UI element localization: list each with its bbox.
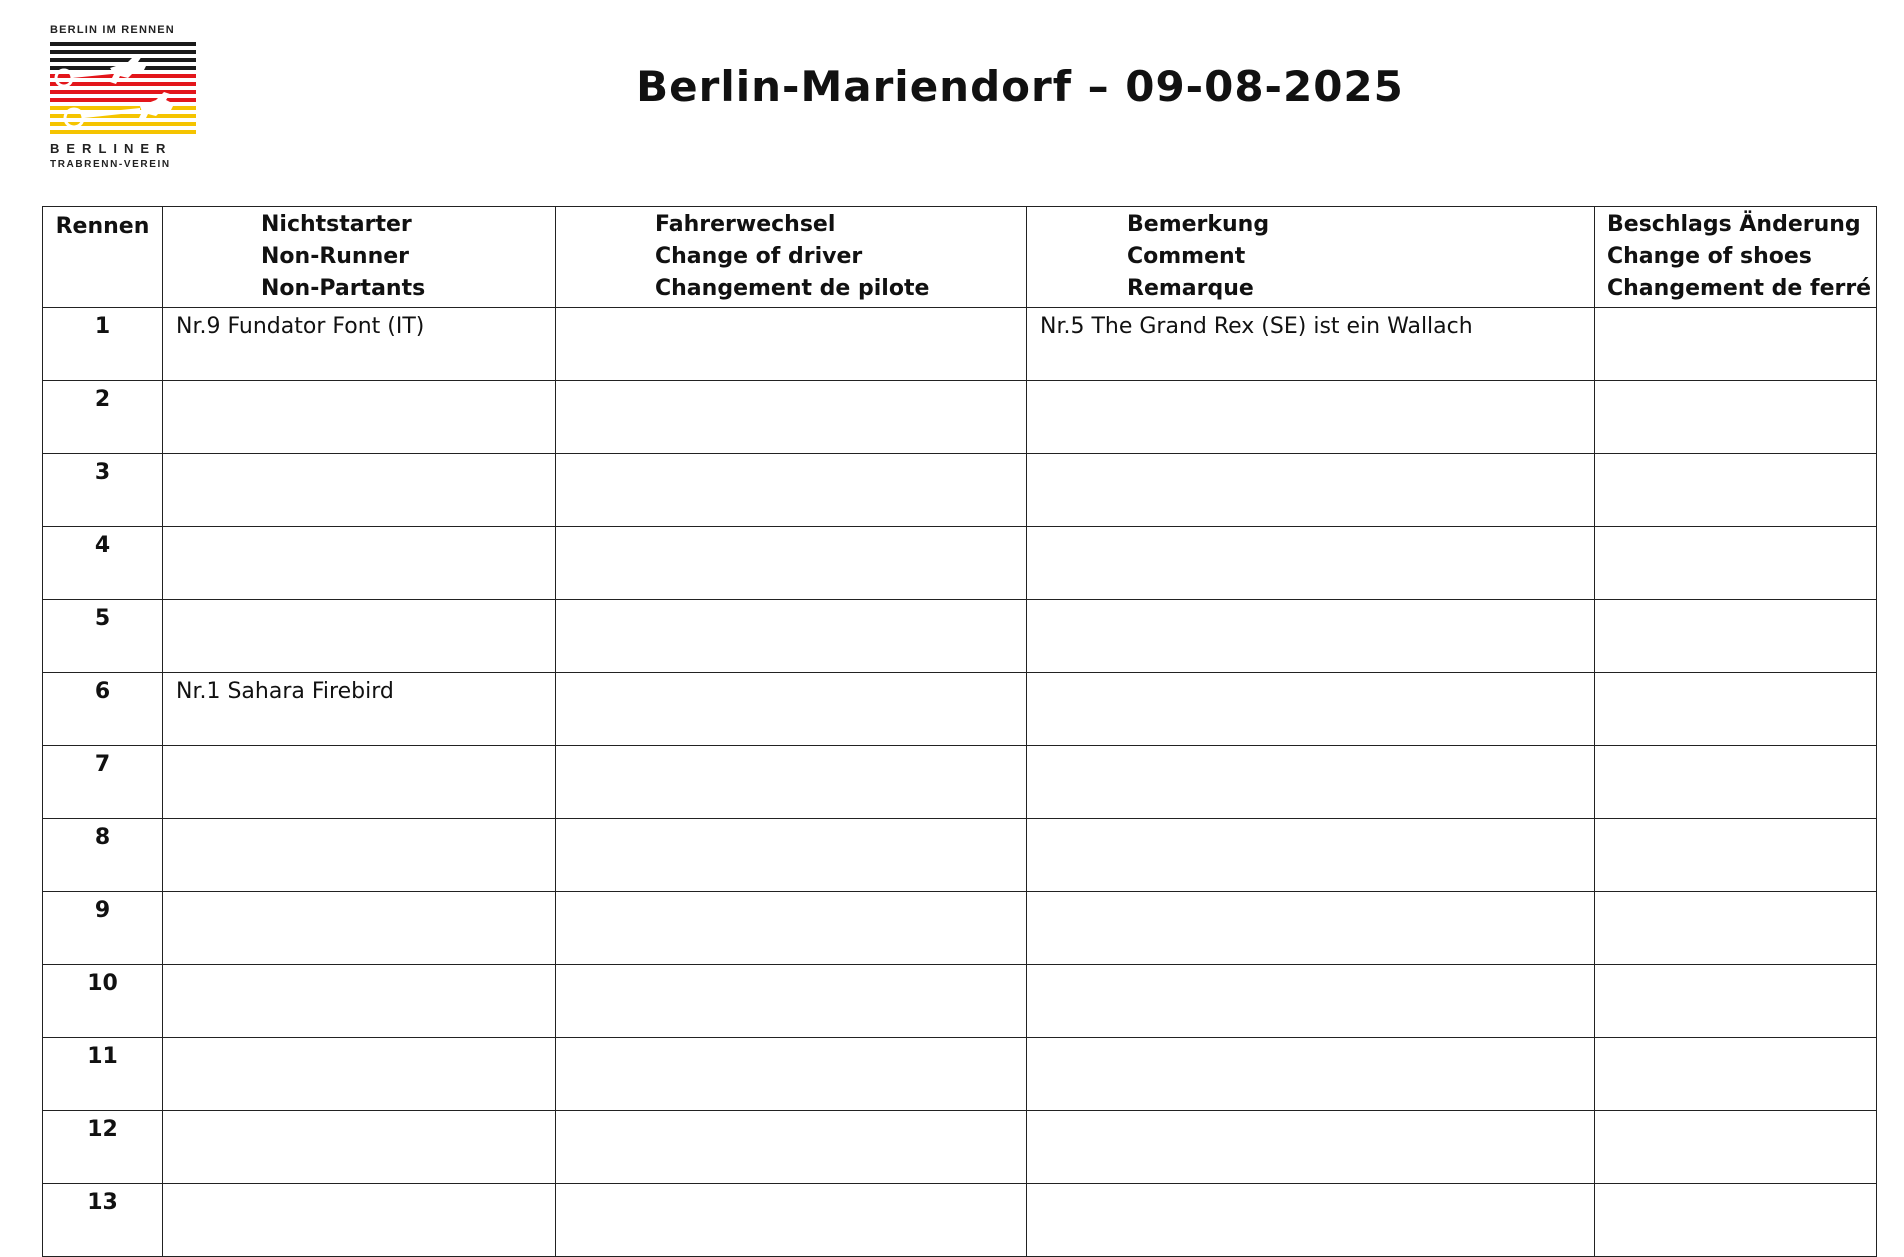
page-title: Berlin-Mariendorf – 09-08-2025 xyxy=(636,62,1404,111)
race-number-cell: 5 xyxy=(43,600,163,673)
driver-change-cell xyxy=(556,673,1027,746)
table-row xyxy=(43,1111,1877,1184)
non-runner-cell xyxy=(163,381,556,454)
non-runner-cell xyxy=(163,965,556,1038)
logo-top-text: BERLIN IM RENNEN xyxy=(50,24,175,36)
race-number-cell: 12 xyxy=(43,1111,163,1184)
header-non-runner-fr: Non-Partants xyxy=(261,276,426,301)
table-row xyxy=(43,600,1877,673)
driver-change-cell xyxy=(556,308,1027,381)
header-shoes xyxy=(1595,207,1877,308)
race-number-cell: 8 xyxy=(43,819,163,892)
race-number-cell: 13 xyxy=(43,1184,163,1257)
table-row xyxy=(43,819,1877,892)
table-row xyxy=(43,527,1877,600)
comment-cell xyxy=(1027,1111,1595,1184)
header-comment xyxy=(1027,207,1595,308)
table-row xyxy=(43,746,1877,819)
table-row xyxy=(43,892,1877,965)
shoes-cell xyxy=(1595,381,1877,454)
header-shoes-de: Beschlags Änderung xyxy=(1607,212,1861,237)
race-number-cell: 6 xyxy=(43,673,163,746)
driver-change-cell xyxy=(556,746,1027,819)
shoes-cell xyxy=(1595,1111,1877,1184)
shoes-cell xyxy=(1595,527,1877,600)
shoes-cell xyxy=(1595,965,1877,1038)
driver-change-cell xyxy=(556,892,1027,965)
non-runner-cell xyxy=(163,892,556,965)
logo-brand-text: BERLINER xyxy=(50,141,173,156)
table-row xyxy=(43,381,1877,454)
shoes-cell xyxy=(1595,819,1877,892)
non-runner-cell xyxy=(163,746,556,819)
header-driver-change-de: Fahrerwechsel xyxy=(655,212,836,237)
table-row xyxy=(43,1038,1877,1111)
non-runner-cell xyxy=(163,1038,556,1111)
non-runner-cell xyxy=(163,1111,556,1184)
driver-change-cell xyxy=(556,381,1027,454)
driver-change-cell xyxy=(556,1111,1027,1184)
driver-change-cell xyxy=(556,527,1027,600)
comment-cell xyxy=(1027,1038,1595,1111)
non-runner-cell xyxy=(163,454,556,527)
shoes-cell xyxy=(1595,673,1877,746)
header-shoes-en: Change of shoes xyxy=(1607,244,1812,269)
non-runner-cell xyxy=(163,819,556,892)
driver-change-cell xyxy=(556,819,1027,892)
non-runner-cell xyxy=(163,1184,556,1257)
comment-cell xyxy=(1027,965,1595,1038)
table-row xyxy=(43,673,1877,746)
driver-change-cell xyxy=(556,600,1027,673)
header-comment-de: Bemerkung xyxy=(1127,212,1270,237)
race-changes-table xyxy=(42,206,1877,1257)
shoes-cell xyxy=(1595,892,1877,965)
race-number-cell: 10 xyxy=(43,965,163,1038)
shoes-cell xyxy=(1595,746,1877,819)
comment-cell xyxy=(1027,381,1595,454)
non-runner-cell: Nr.1 Sahara Firebird xyxy=(163,673,556,746)
header-driver-change-fr: Changement de pilote xyxy=(655,276,930,301)
race-number-cell: 9 xyxy=(43,892,163,965)
comment-cell xyxy=(1027,892,1595,965)
shoes-cell xyxy=(1595,1038,1877,1111)
comment-cell: Nr.5 The Grand Rex (SE) ist ein Wallach xyxy=(1027,308,1595,381)
race-number-cell: 7 xyxy=(43,746,163,819)
race-number-cell: 2 xyxy=(43,381,163,454)
comment-cell xyxy=(1027,819,1595,892)
table-row xyxy=(43,1184,1877,1257)
header-shoes-fr: Changement de ferré xyxy=(1607,276,1872,301)
driver-change-cell xyxy=(556,1184,1027,1257)
race-number-cell: 3 xyxy=(43,454,163,527)
race-number-cell: 1 xyxy=(43,308,163,381)
race-number-cell: 11 xyxy=(43,1038,163,1111)
logo-sub-text: TRABRENN-VEREIN xyxy=(50,159,171,170)
table-row xyxy=(43,308,1877,381)
header-non-runner xyxy=(163,207,556,308)
comment-cell xyxy=(1027,673,1595,746)
non-runner-cell xyxy=(163,527,556,600)
driver-change-cell xyxy=(556,1038,1027,1111)
header-race: Rennen xyxy=(43,207,163,308)
header-non-runner-en: Non-Runner xyxy=(261,244,410,269)
shoes-cell xyxy=(1595,1184,1877,1257)
table-row xyxy=(43,965,1877,1038)
header-driver-change-en: Change of driver xyxy=(655,244,863,269)
comment-cell xyxy=(1027,746,1595,819)
driver-change-cell xyxy=(556,454,1027,527)
comment-cell xyxy=(1027,454,1595,527)
header-driver-change xyxy=(556,207,1027,308)
table-row xyxy=(43,454,1877,527)
comment-cell xyxy=(1027,600,1595,673)
comment-cell xyxy=(1027,1184,1595,1257)
race-number-cell: 4 xyxy=(43,527,163,600)
shoes-cell xyxy=(1595,308,1877,381)
shoes-cell xyxy=(1595,454,1877,527)
driver-change-cell xyxy=(556,965,1027,1038)
header-comment-en: Comment xyxy=(1127,244,1246,269)
table-header-row xyxy=(43,207,1877,308)
header-comment-fr: Remarque xyxy=(1127,276,1254,301)
non-runner-cell xyxy=(163,600,556,673)
shoes-cell xyxy=(1595,600,1877,673)
non-runner-cell: Nr.9 Fundator Font (IT) xyxy=(163,308,556,381)
comment-cell xyxy=(1027,527,1595,600)
header-non-runner-de: Nichtstarter xyxy=(261,212,412,237)
